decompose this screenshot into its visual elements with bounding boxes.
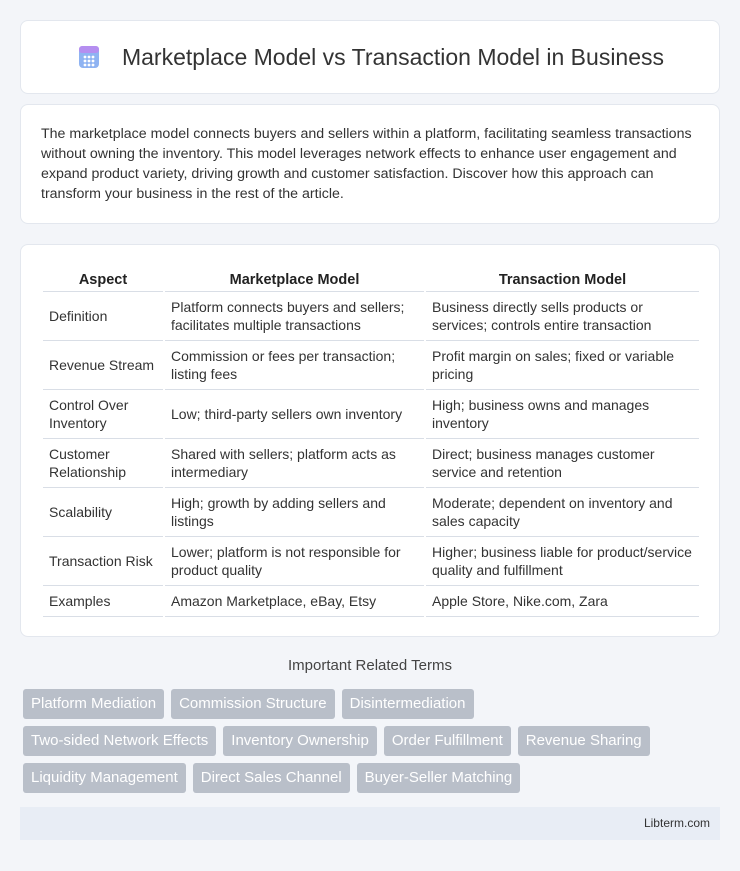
tag-two-sided-network-effects[interactable]: Two-sided Network Effects: [23, 726, 216, 756]
cell-transaction: Business directly sells products or services; controls entire transaction: [425, 291, 699, 340]
tag-direct-sales-channel[interactable]: Direct Sales Channel: [193, 763, 350, 793]
table-row: [43, 291, 699, 340]
tag-liquidity-management[interactable]: Liquidity Management: [23, 763, 186, 793]
cell-marketplace: Platform connects buyers and sellers; facilitates multiple transactions: [164, 291, 425, 340]
column-header-aspect: Aspect: [43, 265, 164, 291]
cell-aspect: Transaction Risk: [43, 536, 164, 585]
tag-order-fulfillment[interactable]: Order Fulfillment: [384, 726, 511, 756]
calculator-icon: [76, 44, 102, 70]
cell-transaction: Apple Store, Nike.com, Zara: [425, 585, 699, 616]
cell-marketplace: Lower; platform is not responsible for product quality: [164, 536, 425, 585]
tag-disintermediation[interactable]: Disintermediation: [342, 689, 474, 719]
table-row: [43, 585, 699, 616]
comparison-table: [43, 265, 699, 617]
cell-marketplace: Shared with sellers; platform acts as intermediary: [164, 438, 425, 487]
cell-transaction: High; business owns and manages inventory: [425, 389, 699, 438]
intro-card: [20, 104, 720, 224]
tag-platform-mediation[interactable]: Platform Mediation: [23, 689, 164, 719]
cell-transaction: Moderate; dependent on inventory and sales capacity: [425, 487, 699, 536]
page-title: Marketplace Model vs Transaction Model in Business: [121, 43, 665, 70]
cell-aspect: Scalability: [43, 487, 164, 536]
cell-aspect: Control Over Inventory: [43, 389, 164, 438]
intro-text: The marketplace model connects buyers and sellers within a platform, facilitating seamless transactions without owning the inventory. This model leverages network effects to enhance user engagement and expand product variety, driving growth and customer satisfaction. Discover how this approach can transform your business in the rest of the article.: [41, 126, 692, 202]
cell-aspect: Revenue Stream: [43, 340, 164, 389]
cell-marketplace: Amazon Marketplace, eBay, Etsy: [164, 585, 425, 616]
cell-transaction: Profit margin on sales; fixed or variable pricing: [425, 340, 699, 389]
tag-buyer-seller-matching[interactable]: Buyer-Seller Matching: [357, 763, 521, 793]
column-header-transaction: Transaction Model: [425, 265, 699, 291]
table-row: [43, 536, 699, 585]
related-terms-tags: [23, 689, 713, 800]
tag-row: [23, 689, 713, 719]
comparison-table-card: [20, 244, 720, 637]
table-row: [43, 340, 699, 389]
cell-aspect: Definition: [43, 291, 164, 340]
footer: [20, 807, 720, 840]
table-header-row: [43, 265, 699, 291]
table-row: [43, 438, 699, 487]
tag-inventory-ownership[interactable]: Inventory Ownership: [223, 726, 377, 756]
cell-aspect: Customer Relationship: [43, 438, 164, 487]
tag-revenue-sharing[interactable]: Revenue Sharing: [518, 726, 650, 756]
table-row: [43, 389, 699, 438]
column-header-marketplace: Marketplace Model: [164, 265, 425, 291]
cell-marketplace: Commission or fees per transaction; listing fees: [164, 340, 425, 389]
related-terms-heading: Important Related Terms: [288, 657, 452, 674]
cell-transaction: Higher; business liable for product/service quality and fulfillment: [425, 536, 699, 585]
tag-commission-structure[interactable]: Commission Structure: [171, 689, 335, 719]
title-card: [20, 20, 720, 94]
table-row: [43, 487, 699, 536]
cell-marketplace: High; growth by adding sellers and listings: [164, 487, 425, 536]
footer-site-link[interactable]: Libterm.com: [643, 816, 710, 830]
cell-marketplace: Low; third-party sellers own inventory: [164, 389, 425, 438]
cell-aspect: Examples: [43, 585, 164, 616]
tag-row: [23, 726, 713, 756]
tag-row: [23, 763, 713, 793]
cell-transaction: Direct; business manages customer service and retention: [425, 438, 699, 487]
